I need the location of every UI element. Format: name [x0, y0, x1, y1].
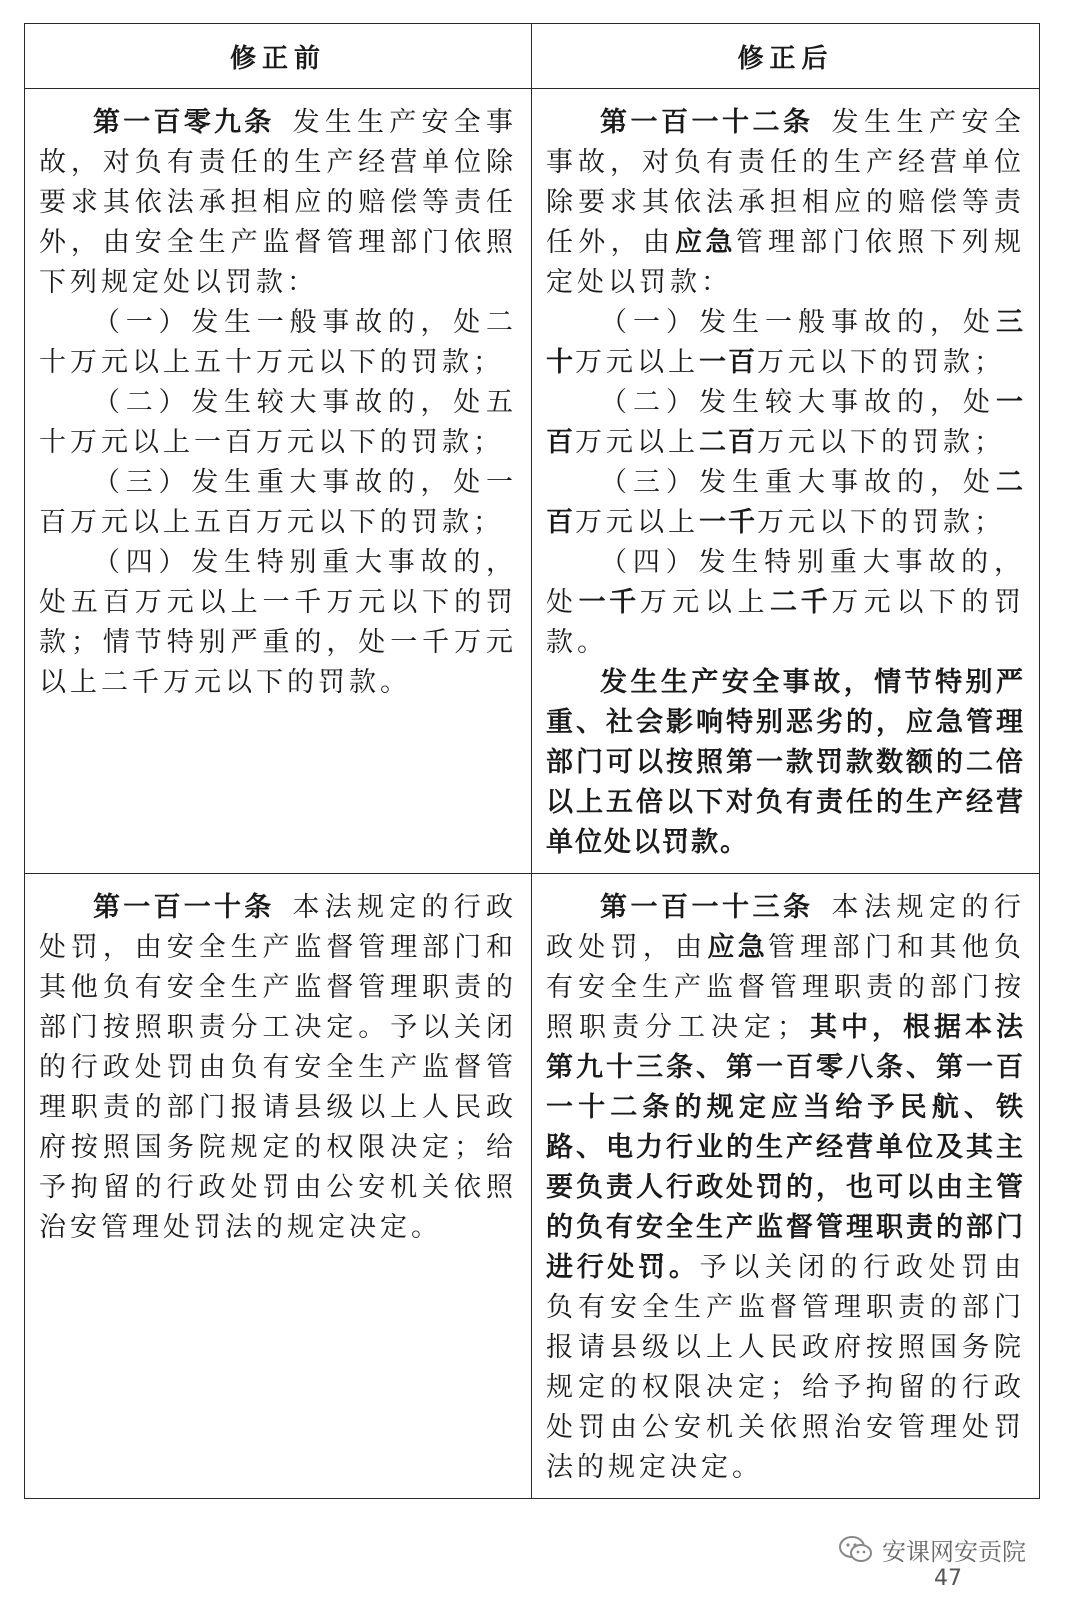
cell-before-article-110 — [25, 874, 532, 1499]
cell-after-article-112 — [532, 89, 1040, 874]
table-row — [25, 89, 1040, 874]
article-heading: 第一百一十条 — [93, 892, 275, 923]
list-item: （二）发生较大事故的，处五十万元以上一百万元以下的罚款； — [39, 387, 517, 458]
header-row — [25, 24, 1040, 89]
comparison-table — [24, 23, 1040, 1499]
header-before: 修正前 — [25, 24, 532, 89]
new-paragraph: 发生生产安全事故，情节特别严重、社会影响特别恶劣的，应急管理部门可以按照第一款罚款数额的二倍以上五倍以下对负有责任的生产经营单位处以罚款。 — [546, 667, 1025, 858]
article-heading: 第一百零九条 — [93, 107, 275, 138]
list-item: （三）发生重大事故的，处一百万元以上五百万元以下的罚款； — [39, 467, 517, 538]
amended-text: 其中，根据本法第九十三条、第一百零八条、第一百一十二条的规定应当给予民航、铁路、电力行业的生产经营单位及其主要负责人行政处罚的，也可以由主管的负有安全生产监督管理职责的部门进行处罚。 — [546, 1012, 1025, 1283]
list-item: （三）发生重大事故的，处二百万元以上一千万元以下的罚款； — [546, 467, 1025, 538]
amended-text: 一百 — [699, 347, 757, 378]
amended-text: 一千 — [578, 587, 640, 618]
page-number: 47 — [934, 1566, 962, 1591]
article-heading: 第一百一十二条 — [600, 107, 814, 138]
paragraph: 第一百一十条 本法规定的行政处罚，由安全生产监督管理部门和其他负有安全生产监督管理职责的部门按照职责分工决定。予以关闭的行政处罚由负有安全生产监督管理职责的部门报请县级以上人民政府按照国务院规定的权限决定；给予拘留的行政处罚由公安机关依照治安管理处罚法的规定决定。 — [39, 892, 517, 1243]
cell-before-article-109 — [25, 89, 532, 874]
watermark-text: 安课网安贡院 — [882, 1538, 1026, 1566]
amended-text: 应急 — [675, 227, 736, 258]
paragraph: 第一百一十二条 发生生产安全事故，对负有责任的生产经营单位除要求其依法承担相应的赔偿等责任外，由应急管理部门依照下列规定处以罚款： — [546, 107, 1026, 298]
cell-after-article-113 — [532, 874, 1040, 1499]
list-item: （一）发生一般事故的，处三十万元以上一百万元以下的罚款； — [546, 307, 1025, 378]
table-row — [25, 874, 1040, 1499]
watermark — [838, 1532, 1026, 1567]
amended-text: 应急 — [707, 932, 769, 963]
amended-text: 二百 — [546, 467, 1025, 538]
paragraph: 第一百零九条 发生生产安全事故，对负有责任的生产经营单位除要求其依法承担相应的赔偿等责任外，由安全生产监督管理部门依照下列规定处以罚款： — [39, 107, 517, 298]
list-item: （二）发生较大事故的，处一百万元以上二百万元以下的罚款； — [546, 387, 1025, 458]
list-item: （四）发生特别重大事故的，处五百万元以上一千万元以下的罚款；情节特别严重的，处一千万元以上二千万元以下的罚款。 — [39, 547, 517, 698]
amended-text: 二百 — [699, 427, 757, 458]
header-after: 修正后 — [532, 24, 1040, 89]
amended-text: 一百 — [546, 387, 1025, 458]
article-heading: 第一百一十三条 — [600, 892, 814, 923]
list-item: （四）发生特别重大事故的，处一千万元以上二千万元以下的罚款。 — [546, 547, 1026, 658]
wechat-icon — [838, 1535, 874, 1565]
list-item: （一）发生一般事故的，处二十万元以上五十万元以下的罚款； — [39, 307, 517, 378]
amended-text: 三十 — [546, 307, 1025, 378]
amended-text: 二千 — [770, 587, 832, 618]
amended-text: 一千 — [699, 507, 757, 538]
paragraph: 第一百一十三条 本法规定的行政处罚，由应急管理部门和其他负有安全生产监督管理职责的部门按照职责分工决定；其中，根据本法第九十三条、第一百零八条、第一百一十二条的规定应当给予民航、铁路、电力行业的生产经营单位及其主要负责人行政处罚的，也可以由主管的负有安全生产监督管理职责的部门进行处罚。予以关闭的行政处罚由负有安全生产监督管理职责的部门报请县级以上人民政府按照国务院规定的权限决定；给予拘留的行政处罚由公安机关依照治安管理处罚法的规定决定。 — [546, 892, 1026, 1483]
